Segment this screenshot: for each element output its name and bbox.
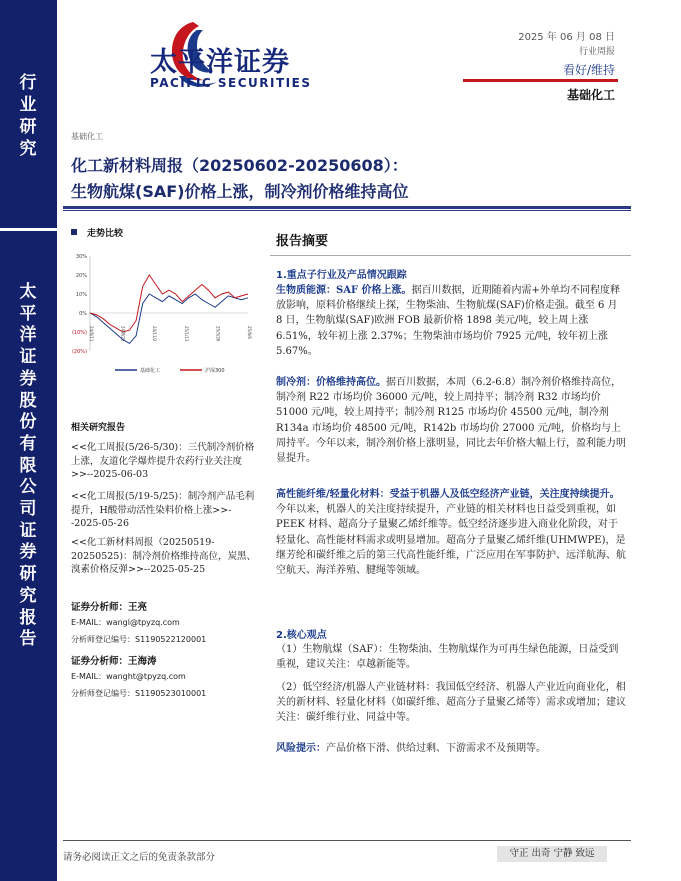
- sidebar: [0, 0, 57, 881]
- title-divider: [63, 206, 631, 209]
- related-report-item[interactable]: <<化工周报(5/19-5/25)：制冷剂产品毛利提升，H酸带动活性染料价格上涨>>--2025-05-26: [71, 491, 255, 529]
- square-bullet-icon: [71, 229, 77, 235]
- paragraph-core-view-1: （1）生物航煤（SAF）：生物柴油、生物航煤作为可再生绿色能源，日益受到重视，建议关注：卓越新能等。: [276, 644, 619, 671]
- analyst-reg-number: 分析师登记编号：S1190522120001: [71, 635, 207, 644]
- section-heading-2: 2.核心观点: [276, 630, 327, 641]
- related-report-item[interactable]: <<化工新材料周报（20250519-20250525)：制冷剂价格维持高位，炭黑、溴素价格反弹>>--2025-05-25: [71, 537, 257, 575]
- y-tick-label: (10%): [71, 330, 87, 336]
- y-tick-label: (20%): [71, 349, 87, 355]
- series-line-沪深300: [90, 275, 248, 332]
- analyst-reg-number: 分析师登记编号：S1190523010001: [71, 689, 207, 698]
- x-tick-label: 25/1/13: [183, 326, 189, 342]
- related-heading: 相关研究报告: [71, 423, 126, 433]
- footer-motto: 守正 出奇 宁静 致远: [497, 846, 607, 862]
- paragraph-core-view-2: （2）低空经济/机器人产业链材料：我国低空经济、机器人产业近向商业化，相关的新材料、轻量化材料（如碳纤维、超高分子量聚乙烯等）需求或增加；建议关注：碳纤维行业、同益中等。: [276, 682, 626, 724]
- trend-heading-text: 走势比较: [87, 229, 124, 239]
- summary-title: 报告摘要: [276, 234, 329, 249]
- header-accent-line: [463, 79, 618, 82]
- company-logo-en: PACIFIC SECURITIES: [150, 76, 312, 90]
- y-tick-label: 0%: [79, 311, 87, 317]
- x-tick-label: 24/11/2: [152, 326, 158, 342]
- title-divider-thin: [63, 210, 631, 211]
- x-tick-label: 25/3/26: [215, 326, 221, 342]
- footer-disclaimer[interactable]: 请务必阅读正文之后的免责条款部分: [63, 852, 216, 863]
- paragraph-body: 据百川数据，本周（6.2-6.8）制冷剂价格维持高位，制冷剂 R22 市场均价 36000 元/吨，较上周持平；制冷剂 R32 市场均价 51000 元/吨，较上周持平；制冷剂 R125 市场均价 45500 元/吨，制冷剂 R134a 市场均价 48500 元/吨，R142b 市场均价 27000 元/吨，价格均与上周持平。今年以来，制冷剂价格上涨明显，同比去年价格大幅上行，盈利能力明显提升。: [276, 377, 626, 465]
- y-tick-label: 10%: [75, 292, 87, 298]
- analyst-email[interactable]: E-MAIL：wanght@tpyzq.com: [71, 672, 186, 681]
- paragraph-body: 产品价格下滑、供给过剩、下游需求不及预期等。: [326, 743, 546, 754]
- legend-label: 沪深300: [205, 368, 225, 374]
- industry-label: 基础化工: [566, 88, 615, 102]
- page-title-line2: 生物航煤(SAF)价格上涨，制冷剂价格维持高位: [71, 182, 409, 201]
- summary-divider: [270, 255, 631, 256]
- rating-badge: 看好/维持: [562, 63, 615, 77]
- series-line-基础化工: [90, 294, 248, 343]
- report-type: 行业周报: [578, 47, 615, 57]
- paragraph-lead: 高性能纤维/轻量化材料：受益于机器人及低空经济产业链，关注度持续提升。: [276, 489, 620, 500]
- footer-divider: [63, 840, 631, 841]
- x-tick-label: 25/6/6: [247, 326, 252, 339]
- report-date: 2025 年 06 月 08 日: [518, 32, 615, 43]
- analyst-name: 证券分析师：王亮: [71, 602, 148, 613]
- legend-label: 基础化工: [140, 368, 161, 374]
- trend-chart: [70, 246, 255, 381]
- x-tick-label: 24/6/11: [89, 326, 94, 342]
- x-tick-label: 24/8/22: [120, 326, 126, 342]
- paragraph-body: 据百川数据，近期随着内需+外单均不同程度释放影响，原料价格继续上探，生物柴油、生物航煤(SAF)价格走强。截至 6 月 8 日，生物航煤(SAF)欧洲 FOB 最新价格 1898 美元/吨，较上周上涨 6.51%，较年初上涨 2.37%；生物柴油市场均价 7925 元/吨，较年初上涨 5.67%。: [276, 285, 620, 357]
- page-title-line1: 化工新材料周报（20250602-20250608）：: [71, 156, 408, 175]
- paragraph-fiber: [276, 487, 626, 578]
- trend-heading: [71, 226, 123, 239]
- sidebar-divider: [0, 228, 57, 231]
- sidebar-company-name: 太平洋证券股份有限公司证券研究报告: [19, 282, 37, 650]
- y-tick-label: 30%: [75, 254, 87, 260]
- paragraph-lead: 生物质能源：SAF 价格上涨。: [276, 285, 412, 296]
- category-label: 基础化工: [71, 132, 103, 141]
- analyst-name: 证券分析师：王海涛: [71, 656, 157, 667]
- section-heading-1: 1.重点子行业及产品情况跟踪: [276, 270, 407, 281]
- paragraph-bioenergy: [276, 283, 626, 359]
- paragraph-body: 今年以来，机器人的关注度持续提升，产业链的相关材料也日益受到重视，如 PEEK 材料、超高分子量聚乙烯纤维等。低空经济逐步进入商业化阶段，对于轻量化、高性能材料需求或明显增加。超高分子量聚乙烯纤维(UHMWPE)，是继芳纶和碳纤维之后的第三代高性能纤维，广泛应用在军事防护、远洋航海、航空航天、海洋养殖、腱绳等领域。: [276, 504, 626, 577]
- y-tick-label: 20%: [75, 273, 87, 279]
- related-report-item[interactable]: <<化工周报(5/26-5/30)：三代制冷剂价格上涨，友道化学爆炸提升农药行业关注度>>--2025-06-03: [71, 442, 255, 480]
- paragraph-lead: 制冷剂：价格维持高位。: [276, 377, 386, 388]
- company-logo-cn: 太平洋证券: [150, 47, 290, 78]
- paragraph-risk: [276, 741, 626, 756]
- analyst-email[interactable]: E-MAIL：wangl@tpyzq.com: [71, 618, 180, 627]
- paragraph-refrigerant: [276, 375, 626, 466]
- paragraph-lead: 风险提示：: [276, 743, 326, 754]
- sidebar-report-category: 行业研究: [19, 73, 37, 159]
